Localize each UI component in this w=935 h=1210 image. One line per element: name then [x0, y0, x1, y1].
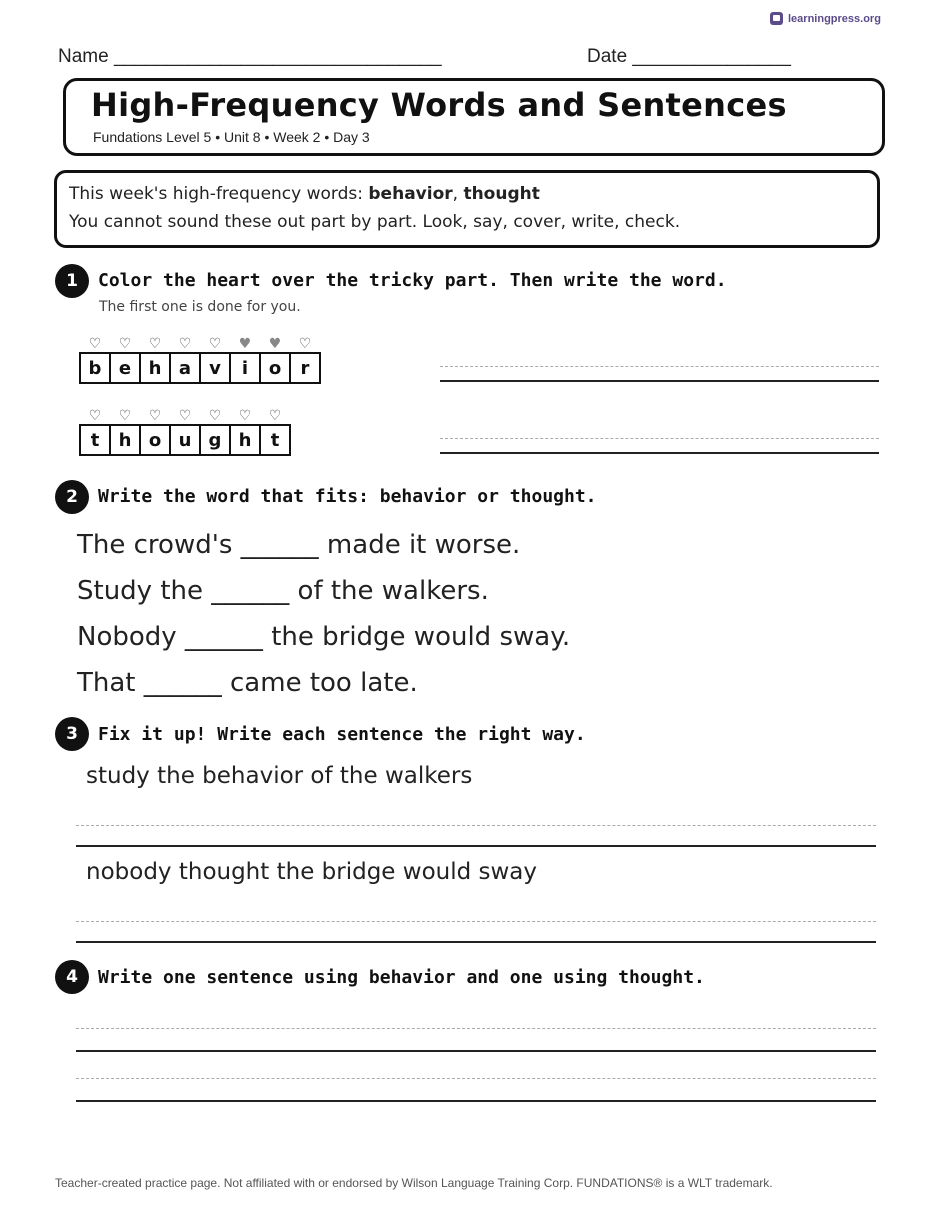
- letter-box: r: [289, 352, 321, 384]
- name-field[interactable]: Name _______________________________: [58, 46, 442, 67]
- fill-sentence-1[interactable]: The crowd's ______ made it worse.: [77, 530, 521, 560]
- letter-box: a: [169, 352, 201, 384]
- word-2-letter-boxes: [79, 424, 289, 456]
- heart-icon[interactable]: ♥: [268, 336, 282, 352]
- letter-box: b: [79, 352, 111, 384]
- letter-box: i: [229, 352, 261, 384]
- hf-word-1: behavior: [368, 184, 453, 204]
- writing-guide-dashed: [440, 366, 879, 367]
- question-number-4: 4: [55, 960, 89, 994]
- heart-icon[interactable]: ♡: [148, 336, 162, 352]
- heart-icon[interactable]: ♡: [208, 336, 222, 352]
- question-4-prompt: Write one sentence using behavior and one using thought.: [98, 967, 705, 988]
- info-prefix: This week's high-frequency words:: [69, 184, 369, 204]
- fix-sentence-1: study the behavior of the walkers: [86, 763, 473, 789]
- letter-box: h: [139, 352, 171, 384]
- question-number-1: 1: [55, 264, 89, 298]
- writing-line-6[interactable]: [76, 1100, 876, 1102]
- heart-icon[interactable]: ♡: [178, 408, 192, 424]
- date-field[interactable]: Date _______________: [587, 46, 791, 67]
- question-3-prompt: Fix it up! Write each sentence the right way.: [98, 724, 586, 745]
- info-box: [54, 170, 880, 248]
- hf-word-2: thought: [463, 184, 540, 204]
- writing-guide-dashed: [440, 438, 879, 439]
- info-line-words: [69, 184, 540, 204]
- heart-icon[interactable]: ♡: [88, 408, 102, 424]
- letter-box: v: [199, 352, 231, 384]
- writing-line-1[interactable]: [440, 380, 879, 382]
- heart-icon[interactable]: ♡: [178, 336, 192, 352]
- fill-sentence-4[interactable]: That ______ came too late.: [77, 668, 418, 698]
- letter-box: e: [109, 352, 141, 384]
- footer-disclaimer: Teacher-created practice page. Not affiliated with or endorsed by Wilson Language Training Corp. FUNDATIONS® is a WLT trademark.: [55, 1176, 773, 1190]
- letter-box: h: [229, 424, 261, 456]
- fill-sentence-3[interactable]: Nobody ______ the bridge would sway.: [77, 622, 571, 652]
- word-2-hearts: [79, 409, 289, 423]
- letter-box: o: [259, 352, 291, 384]
- heart-icon[interactable]: ♡: [118, 336, 132, 352]
- writing-guide-dashed: [76, 825, 876, 826]
- letter-box: h: [109, 424, 141, 456]
- brand-label: learningpress.org: [788, 12, 881, 25]
- word-2-group: [79, 409, 289, 456]
- writing-guide-dashed: [76, 1078, 876, 1079]
- word-1-letter-boxes: [79, 352, 319, 384]
- question-1-note: The first one is done for you.: [99, 299, 301, 315]
- writing-line-5[interactable]: [76, 1050, 876, 1052]
- letter-box: t: [79, 424, 111, 456]
- writing-line-4[interactable]: [76, 941, 876, 943]
- heart-icon[interactable]: ♡: [238, 408, 252, 424]
- brand-logo[interactable]: [770, 12, 881, 25]
- heart-icon[interactable]: ♡: [268, 408, 282, 424]
- word-1-group: [79, 337, 319, 384]
- heart-icon[interactable]: ♡: [88, 336, 102, 352]
- word-1-hearts: [79, 337, 319, 351]
- info-separator: ,: [452, 184, 464, 204]
- page-title: High-Frequency Words and Sentences: [91, 86, 787, 124]
- writing-line-2[interactable]: [440, 452, 879, 454]
- heart-icon[interactable]: ♡: [298, 336, 312, 352]
- page-subtitle: Fundations Level 5 • Unit 8 • Week 2 • Day 3: [93, 129, 370, 145]
- book-icon: [770, 12, 783, 25]
- heart-icon[interactable]: ♥: [238, 336, 252, 352]
- question-number-3: 3: [55, 717, 89, 751]
- question-2-prompt: Write the word that fits: behavior or thought.: [98, 486, 597, 507]
- heart-icon[interactable]: ♡: [118, 408, 132, 424]
- heart-icon[interactable]: ♡: [148, 408, 162, 424]
- question-number-2: 2: [55, 480, 89, 514]
- fill-sentence-2[interactable]: Study the ______ of the walkers.: [77, 576, 489, 606]
- writing-guide-dashed: [76, 1028, 876, 1029]
- info-line-instructions: You cannot sound these out part by part. Look, say, cover, write, check.: [69, 212, 681, 232]
- heart-icon[interactable]: ♡: [208, 408, 222, 424]
- writing-line-3[interactable]: [76, 845, 876, 847]
- writing-guide-dashed: [76, 921, 876, 922]
- letter-box: o: [139, 424, 171, 456]
- question-1-prompt: Color the heart over the tricky part. Then write the word.: [98, 270, 727, 291]
- fix-sentence-2: nobody thought the bridge would sway: [86, 859, 538, 885]
- letter-box: g: [199, 424, 231, 456]
- letter-box: u: [169, 424, 201, 456]
- letter-box: t: [259, 424, 291, 456]
